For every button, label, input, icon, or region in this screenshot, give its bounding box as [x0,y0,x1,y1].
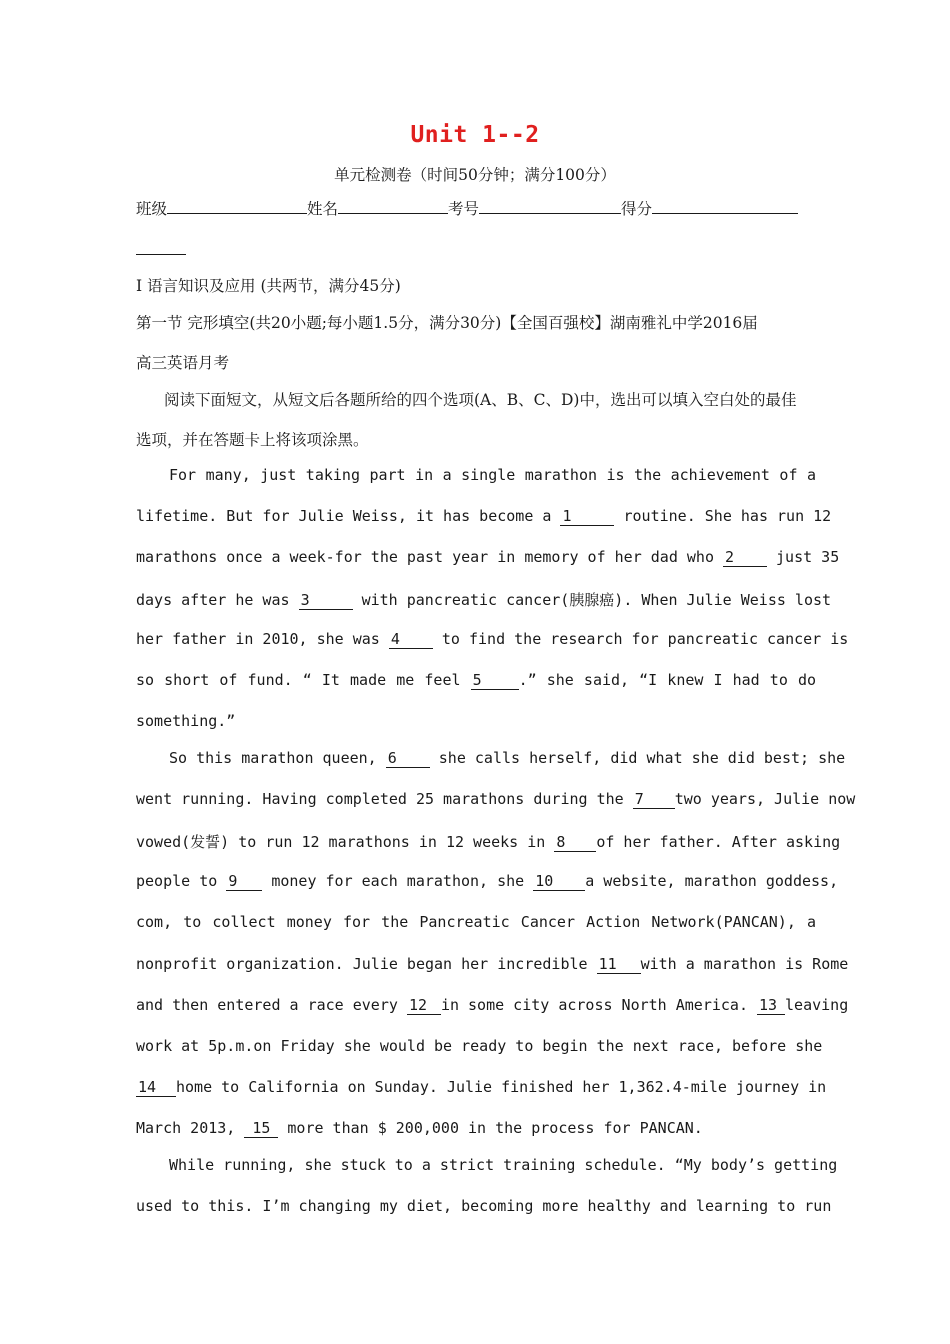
passage-line: 14 home to California on Sunday. Julie finished her 1,362.4-mile journey in [138,1078,827,1096]
passage-line: lifetime. But for Julie Weiss, it has become a 1 routine. She has run 12 [136,507,832,525]
number-label: 考号 [448,200,480,218]
score-label: 得分 [621,200,653,218]
student-info-row [136,197,816,219]
passage-line: people to 9 money for each marathon, she 10 a website, marathon goddess, [136,872,839,890]
score-field-continuation [136,238,816,259]
passage-line: marathons once a week-for the past year in memory of her dad who 2 just 35 [136,548,840,566]
score-field-tail [136,238,186,255]
passage-line: nonprofit organization. Julie began her incredible 11 with a marathon is Rome [136,955,849,973]
passage-line: While running, she stuck to a strict training schedule. “My body’s getting [169,1156,838,1174]
passage-line: went running. Having completed 25 marathons during the 7 two years, Julie now [136,790,856,808]
passage-line: work at 5p.m.on Friday she would be ready to begin the next race, before she [136,1037,823,1055]
name-label: 姓名 [307,200,339,218]
passage-line: used to this. I’m changing my diet, becoming more healthy and learning to run [136,1197,832,1215]
passage-line: her father in 2010, she was 4 to find the research for pancreatic cancer is [136,630,849,648]
blank-8[interactable]: 8 [554,833,596,852]
passage-line: days after he was 3 with pancreatic cancer(胰腺癌). When Julie Weiss lost [136,591,832,609]
section-heading: I 语言知识及应用 (共两节，满分45分) [136,277,401,295]
passage-line: so short of fund. “ It made me feel 5 .” she said, “I knew I had to do [136,671,817,689]
class-field[interactable] [167,197,307,214]
blank-9[interactable]: 9 [226,872,262,891]
instruction-line1: 阅读下面短文，从短文后各题所给的四个选项(A、B、C、D)中，选出可以填入空白处的最佳 [164,391,797,409]
passage-line: com, to collect money for the Pancreatic Cancer Action Network(PANCAN), a [136,913,816,931]
blank-3[interactable]: 3 [299,591,353,610]
class-label: 班级 [136,200,168,218]
page-title: Unit 1--2 [410,122,540,148]
blank-5[interactable]: 5 [471,671,519,690]
blank-2[interactable]: 2 [723,548,767,567]
passage-line: and then entered a race every 12 in some city across North America. 13 leaving [136,996,849,1014]
blank-6[interactable]: 6 [386,749,430,768]
blank-10[interactable]: 10 [533,872,585,891]
passage-line: something.” [136,712,236,730]
name-field[interactable] [338,197,448,214]
blank-14[interactable]: 14 [136,1078,176,1097]
blank-1[interactable]: 1 [560,507,614,526]
instruction-line2: 选项，并在答题卡上将该项涂黑。 [136,431,369,449]
passage-line: vowed(发誓) to run 12 marathons in 12 weeks in 8 of her father. After asking [136,833,841,851]
passage-line: For many, just taking part in a single marathon is the achievement of a [169,466,816,484]
passage-line: March 2013, 15 more than $ 200,000 in the process for PANCAN. [136,1119,703,1137]
section-subheading-line1: 第一节 完形填空(共20小题;每小题1.5分，满分30分)【全国百强校】湖南雅礼中学2016届 [136,314,758,332]
blank-15[interactable]: 15 [244,1119,278,1138]
score-field[interactable] [652,197,798,214]
passage-line: So this marathon queen, 6 she calls herself, did what she did best; she [169,749,846,767]
blank-7[interactable]: 7 [633,790,675,809]
section-subheading-line2: 高三英语月考 [136,354,230,372]
blank-4[interactable]: 4 [389,630,433,649]
blank-13[interactable]: 13 [757,996,785,1015]
number-field[interactable] [479,197,621,214]
blank-12[interactable]: 12 [407,996,441,1015]
exam-subtitle: 单元检测卷（时间50分钟；满分100分） [334,166,616,184]
blank-11[interactable]: 11 [597,955,641,974]
